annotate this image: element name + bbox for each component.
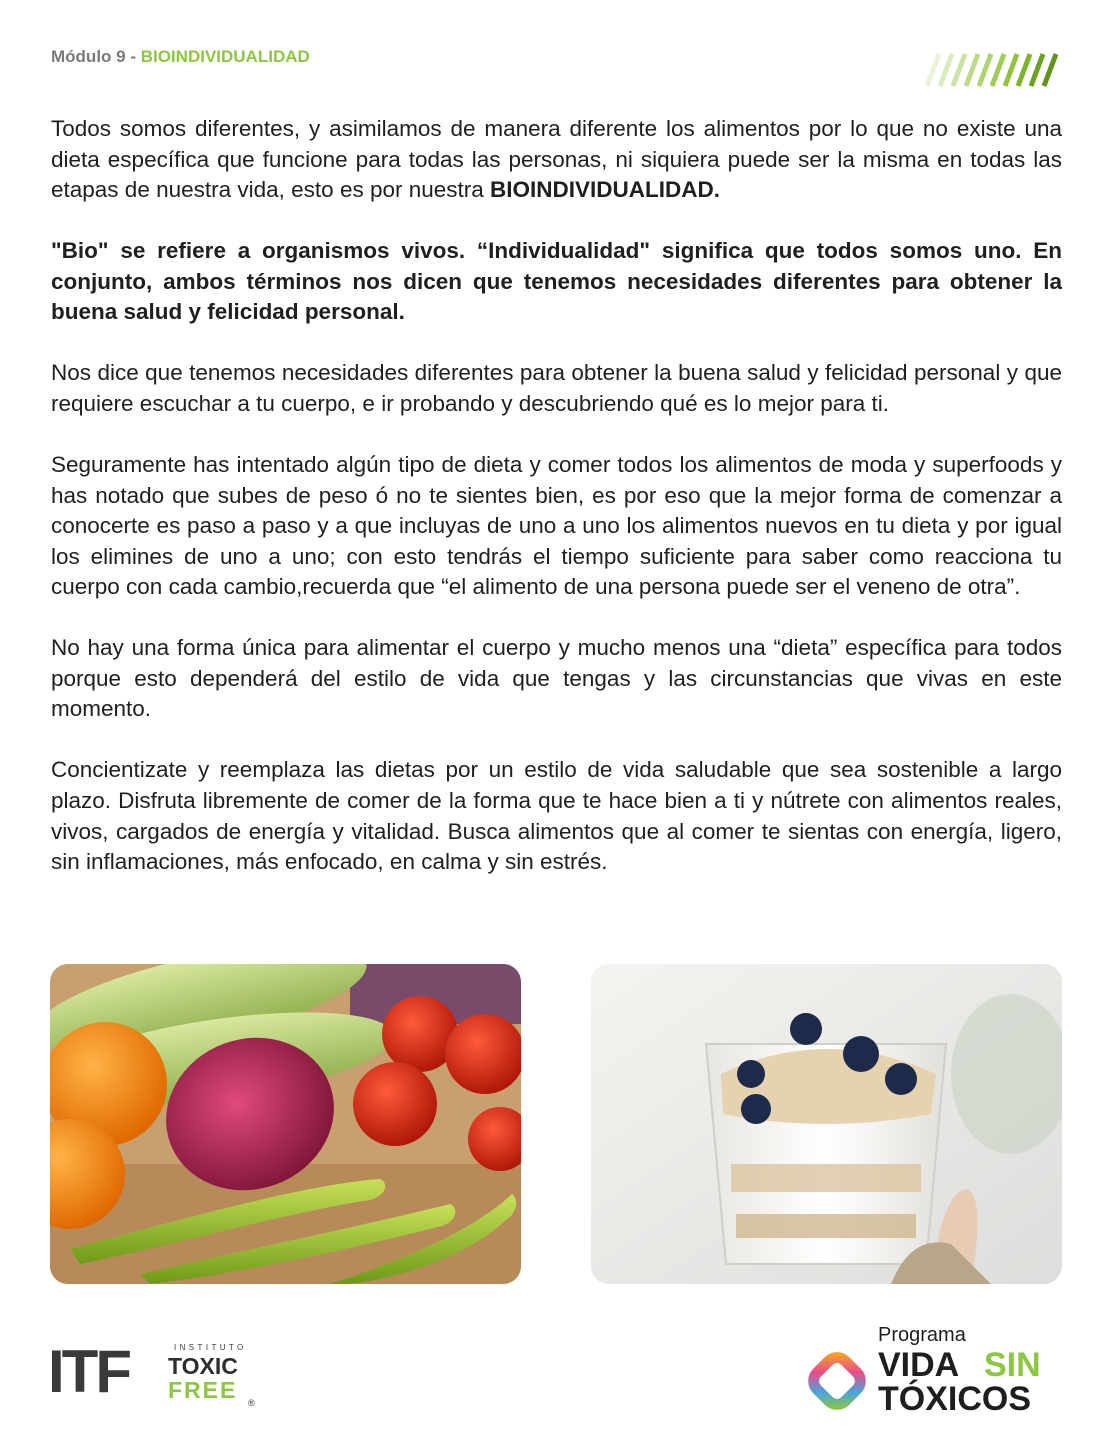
itf-line2: FREE bbox=[168, 1377, 238, 1403]
module-header bbox=[51, 47, 310, 67]
itf-mark: ITF bbox=[48, 1338, 129, 1405]
paragraph-2: "Bio" se refiere a organismos vivos. “Individualidad" significa que todos somos uno. En conjunto, ambos términos nos dicen que tenemos necesidades diferentes para obtener la buena salud y felicidad personal. bbox=[51, 238, 1062, 325]
paragraph-1 bbox=[51, 114, 1062, 206]
paragraph-4: Seguramente has intentado algún tipo de dieta y comer todos los alimentos de moda y superfoods y has notado que subes de peso ó no te sientes bien, es por eso que la mejor forma de comenzar a conocerte es paso a paso y a que incluyas de uno a uno los alimentos nuevos en tu dieta y por igual los elimines de uno a uno; con esto tendrás el tiempo suficiente para saber como reacciona tu cuerpo con cada cambio,recuerda que “el alimento de una persona puede ser el veneno de otra”. bbox=[51, 451, 1062, 600]
itf-toxic-free-logo bbox=[48, 1336, 263, 1416]
vst-icon bbox=[809, 1353, 866, 1410]
itf-line1: TOXIC bbox=[168, 1353, 238, 1379]
paragraph-6: Concientizate y reemplaza las dietas por un estilo de vida saludable que sea sostenible a largo plazo. Disfruta libremente de comer de la forma que te hace bien a ti y nútrete con alimentos reales, vivos, cargados de energía y vitalidad. Busca alimentos que al comer te sientas con energía, ligero, sin inflamaciones, más enfocado, en calma y sin estrés. bbox=[51, 757, 1062, 875]
itf-small-label: INSTITUTO bbox=[174, 1343, 247, 1352]
decorative-stripes bbox=[925, 48, 1065, 90]
yogurt-parfait-photo bbox=[591, 964, 1062, 1284]
body-text bbox=[51, 114, 1062, 908]
module-label: Módulo 9 - bbox=[51, 47, 141, 66]
vida-sin-toxicos-logo bbox=[806, 1322, 1068, 1422]
vst-program: Programa bbox=[878, 1324, 966, 1346]
vst-vida: VIDA bbox=[878, 1346, 960, 1384]
vst-sin: SIN bbox=[984, 1346, 1041, 1384]
itf-registered: ® bbox=[248, 1398, 255, 1408]
module-topic: BIOINDIVIDUALIDAD bbox=[140, 47, 310, 66]
paragraph-5: No hay una forma única para alimentar el cuerpo y mucho menos una “dieta” específica para todos porque esto dependerá del estilo de vida que tengas y las circunstancias que vivas en este momento. bbox=[51, 635, 1062, 722]
paragraph-1-bold: BIOINDIVIDUALIDAD. bbox=[490, 177, 721, 203]
paragraph-1-text: Todos somos diferentes, y asimilamos de manera diferente los alimentos por lo que no existe una dieta específica que funcione para todas las personas, ni siquiera puede ser la misma en todas las etapas de nuestra vida, esto es por nuestra bbox=[51, 116, 1062, 203]
vegetables-photo bbox=[50, 964, 521, 1284]
paragraph-3: Nos dice que tenemos necesidades diferentes para obtener la buena salud y felicidad personal y que requiere escuchar a tu cuerpo, e ir probando y descubriendo qué es lo mejor para ti. bbox=[51, 360, 1062, 416]
vst-toxicos: TÓXICOS bbox=[878, 1380, 1032, 1417]
